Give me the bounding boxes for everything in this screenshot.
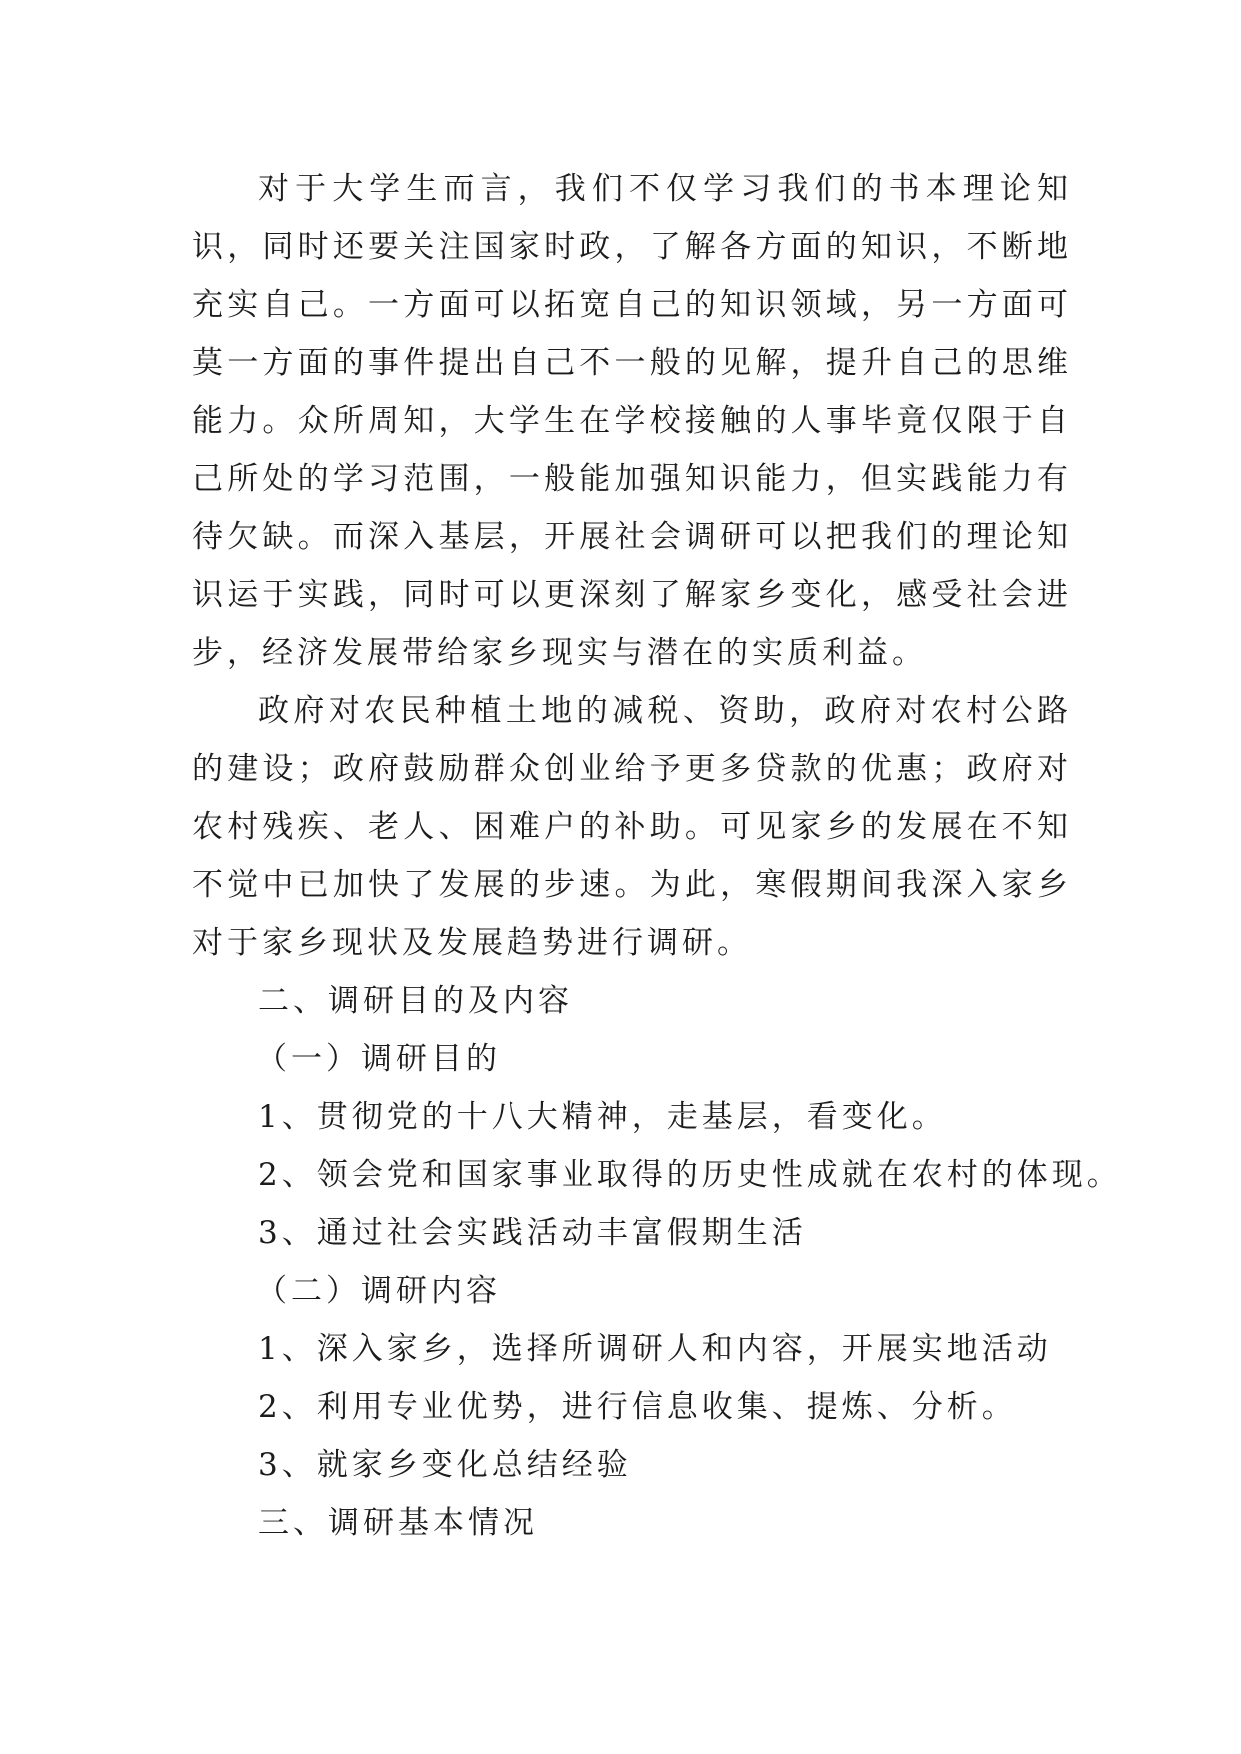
intro-paragraph: 对于大学生而言，我们不仅学习我们的书本理论知识，同时还要关注国家时政，了解各方面的知识，不断地充实自己。一方面可以拓宽自己的知识领域，另一方面可莫一方面的事件提出自己不一般的见解，提升自己的思维能力。众所周知，大学生在学校接触的人事毕竟仅限于自己所处的学习范围，一般能加强知识能力，但实践能力有待欠缺。而深入基层，开展社会调研可以把我们的理论知识运于实践，同时可以更深刻了解家乡变化，感受社会进步，经济发展带给家乡现实与潜在的实质利益。 [192,171,1072,671]
subsection-content-heading: （二）调研内容 [256,1273,501,1309]
content-item: 3、就家乡变化总结经验 [258,1447,632,1483]
content-item: 2、利用专业优势，进行信息收集、提炼、分析。 [258,1389,1017,1425]
content-item: 1、深入家乡，选择所调研人和内容，开展实地活动 [258,1331,1052,1367]
purpose-item: 2、领会党和国家事业取得的历史性成就在农村的体现。 [258,1157,1122,1193]
document-body [192,160,1122,1552]
purpose-item: 3、通过社会实践活动丰富假期生活 [258,1215,807,1251]
government-support-paragraph: 政府对农民种植土地的减税、资助，政府对农村公路的建设；政府鼓励群众创业给予更多贷款的优惠；政府对农村残疾、老人、困难户的补助。可见家乡的发展在不知不觉中已加快了发展的步速。为此，寒假期间我深入家乡对于家乡现状及发展趋势进行调研。 [192,693,1072,961]
purpose-item: 1、贯彻党的十八大精神，走基层，看变化。 [258,1099,947,1135]
section-two-heading: 二、调研目的及内容 [258,983,573,1019]
section-three-heading: 三、调研基本情况 [258,1505,538,1541]
subsection-purpose-heading: （一）调研目的 [256,1041,501,1077]
